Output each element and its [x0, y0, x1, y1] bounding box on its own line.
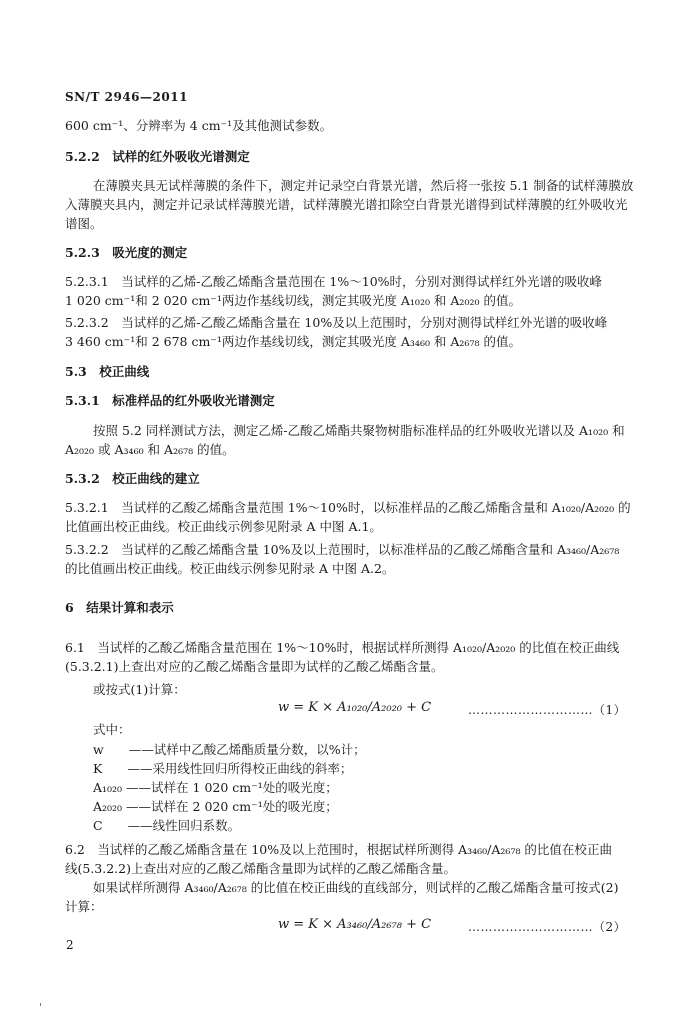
definition-c: C ——线性回归系数。	[93, 818, 241, 833]
paragraph-line: 按照 5.2 同样测试方法，测定乙烯-乙酸乙烯酯共聚物树脂标准样品的红外吸收光谱以及 A₁₀₂₀ 和	[93, 423, 625, 438]
clause-5-3-2-1-line: 5.3.2.1 当试样的乙酸乙烯酯含量范围 1%～10%时，以标准样品的乙酸乙烯酯含量和 A₁₀₂₀/A₂₀₂₀ 的	[65, 500, 631, 515]
equation-1-number: …………………………（1）	[468, 703, 627, 717]
clause-6-2-line: 线(5.3.2.2)上查出对应的乙酸乙烯酯含量即为试样的乙酸乙烯酯含量。	[65, 861, 456, 876]
equation-2-number: …………………………（2）	[468, 920, 627, 934]
section-heading-5-2-3: 5.2.3 吸光度的测定	[65, 245, 188, 260]
clause-5-3-2-2-line: 5.3.2.2 当试样的乙酸乙烯酯含量 10%及以上范围时，以标准样品的乙酸乙烯酯含量和 A₃₄₆₀/A₂₆₇₈	[65, 542, 620, 557]
definition-w: w ——试样中乙酸乙烯酯质量分数，以%计；	[93, 742, 366, 757]
section-heading-5-3-2: 5.3.2 校正曲线的建立	[65, 471, 200, 486]
equation-1: w = K × A₁₀₂₀/A₂₀₂₀ + C	[278, 700, 432, 715]
definition-a2020: A₂₀₂₀ ——试样在 2 020 cm⁻¹处的吸光度；	[93, 799, 338, 814]
clause-6-1-line: (5.3.2.1)上查出对应的乙酸乙烯酯含量即为试样的乙酸乙烯酯含量。	[65, 659, 444, 674]
clause-5-2-3-1-line: 5.2.3.1 当试样的乙烯-乙酸乙烯酯含量范围在 1%～10%时，分别对测得试样红外光谱的吸收峰	[65, 274, 603, 289]
definition-k: K ——采用线性回归所得校正曲线的斜率；	[93, 761, 353, 776]
text-line: 600 cm⁻¹、分辨率为 4 cm⁻¹及其他测试参数。	[65, 118, 333, 133]
paragraph-line: 在薄膜夹具无试样薄膜的条件下，测定并记录空白背景光谱，然后将一张按 5.1 制备的试样薄膜放	[93, 178, 634, 193]
equation-2: w = K × A₃₄₆₀/A₂₆₇₈ + C	[278, 917, 432, 932]
section-heading-5-3-1: 5.3.1 标准样品的红外吸收光谱测定	[65, 393, 275, 408]
section-heading-6: 6 结果计算和表示	[65, 600, 174, 615]
section-heading-5-3: 5.3 校正曲线	[65, 364, 150, 379]
clause-5-2-3-2-line: 3 460 cm⁻¹和 2 678 cm⁻¹两边作基线切线，测定其吸光度 A₃₄₆₀ 和 A₂₆₇₈ 的值。	[65, 334, 521, 349]
clause-6-2-line: 计算：	[65, 899, 103, 914]
paragraph-line: A₂₀₂₀ 或 A₃₄₆₀ 和 A₂₆₇₈ 的值。	[65, 442, 235, 457]
clause-6-1-line: 6.1 当试样的乙酸乙烯酯含量范围在 1%～10%时，根据试样所测得 A₁₀₂₀/A₂₀₂₀ 的比值在校正曲线	[65, 640, 620, 655]
definition-a1020: A₁₀₂₀ ——试样在 1 020 cm⁻¹处的吸光度；	[93, 780, 338, 795]
clause-6-2-line: 6.2 当试样的乙酸乙烯酯含量在 10%及以上范围时，根据试样所测得 A₃₄₆₀/A₂₆₇₈ 的比值在校正曲	[65, 842, 612, 857]
clause-5-3-2-2-line: 的比值画出校正曲线。校正曲线示例参见附录 A 中图 A.2。	[65, 561, 395, 576]
paragraph-line: 谱图。	[65, 216, 103, 231]
clause-6-2-line: 如果试样所测得 A₃₄₆₀/A₂₆₇₈ 的比值在校正曲线的直线部分，则试样的乙酸乙烯酯含量可按式(2)	[93, 880, 619, 895]
section-heading-5-2-2: 5.2.2 试样的红外吸收光谱测定	[65, 149, 250, 164]
clause-5-2-3-2-line: 5.2.3.2 当试样的乙烯-乙酸乙烯酯含量在 10%及以上范围时，分别对测得试样红外光谱的吸收峰	[65, 315, 608, 330]
page-number: 2	[66, 938, 74, 952]
clause-5-2-3-1-line: 1 020 cm⁻¹和 2 020 cm⁻¹两边作基线切线，测定其吸光度 A₁₀₂₀ 和 A₂₀₂₀ 的值。	[65, 293, 521, 308]
standard-code-header: SN/T 2946—2011	[65, 90, 188, 104]
paragraph-line: 入薄膜夹具内，测定并记录试样薄膜光谱，试样薄膜光谱扣除空白背景光谱得到试样薄膜的红外吸收光	[65, 197, 628, 212]
scan-speck	[40, 1003, 41, 1006]
clause-6-1-line: 或按式(1)计算：	[93, 682, 186, 697]
clause-5-3-2-1-line: 比值画出校正曲线。校正曲线示例参见附录 A 中图 A.1。	[65, 519, 382, 534]
where-label: 式中：	[93, 722, 131, 737]
